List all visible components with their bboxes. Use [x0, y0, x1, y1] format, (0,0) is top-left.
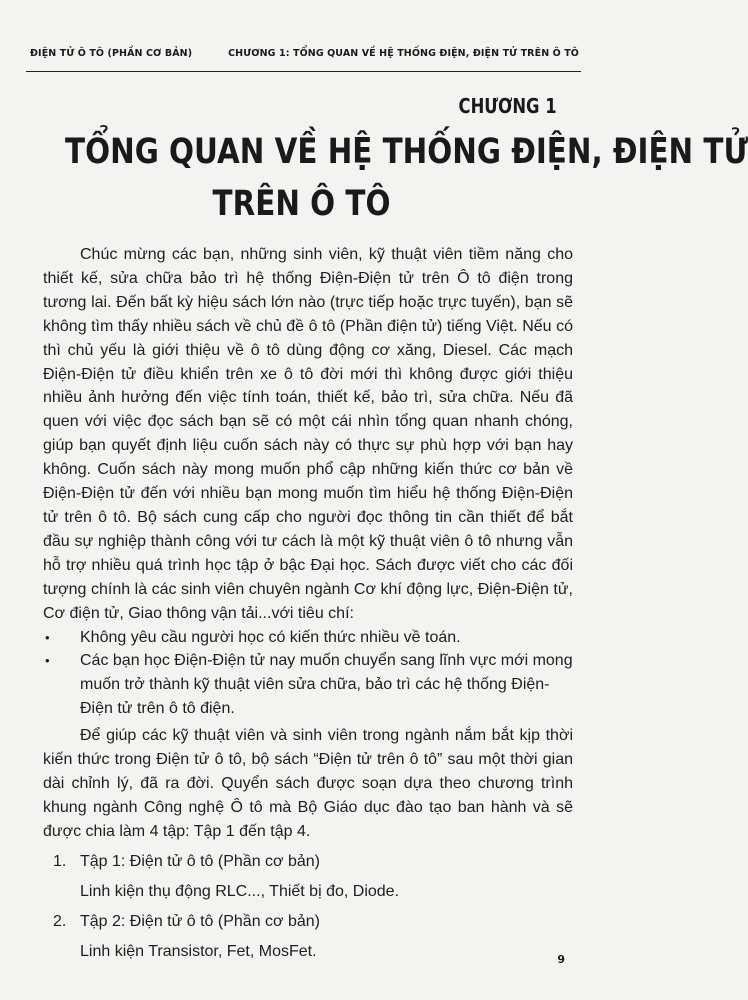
- paragraph-intro: Chúc mừng các bạn, những sinh viên, kỹ thuật viên tiềm năng cho thiết kế, sửa chữa bảo trì hệ thống Điện-Điện tử trên Ô tô điện trong tương lai. Đến bất kỳ hiệu sách lớn nào (trực tiếp hoặc trực tuyến), bạn sẽ không tìm thấy nhiều sách về chủ đề ô tô (Phần điện tử) tiếng Việt. Nếu có thì chủ yếu là giới thiệu về ô tô dùng động cơ xăng, Diesel. Các mạch Điện-Điện tử điều khiển trên xe ô tô đời mới thì không được giới thiệu nhiều ảnh hưởng đến việc tính toán, thiết kế, bảo trì, sửa chữa. Nếu đã quen với việc đọc sách bạn sẽ có một cái nhìn tổng quan nhanh chóng, giúp bạn quyết định liệu cuốn sách này có thực sự phù hợp với bạn hay không. Cuốn sách này mong muốn phổ cập những kiến thức cơ bản về Điện-Điện tử đến với nhiều bạn mong muốn tìm hiểu hệ thống Điện-Điện tử trên ô tô. Bộ sách cung cấp cho người đọc thông tin cần thiết để bắt đầu sự nghiệp thành công với tư cách là một kỹ thuật viên ô tô nhưng vẫn hỗ trợ nhiều quá trình học tập ở bậc Đại học. Sách được viết cho các đối tượng chính là các sinh viên chuyên ngành Cơ khí động lực, Điện-Điện tử, Cơ điện tử, Giao thông vận tải...với tiêu chí:: [43, 246, 573, 622]
- volume-number: 2.: [53, 912, 67, 930]
- header-chapter-title: CHƯƠNG 1: TỔNG QUAN VỀ HỆ THỐNG ĐIỆN, ĐIỆN TỬ TRÊN Ô TÔ: [228, 48, 579, 59]
- list-item-text: Các bạn học Điện-Điện tử nay muốn chuyển sang lĩnh vực mới mong muốn trở thành kỹ thuật viên sửa chữa, bảo trì các hệ thống Điện-Điện tử trên ô tô điện.: [80, 652, 573, 718]
- bullet-icon: •: [45, 653, 50, 669]
- bullet-icon: •: [45, 629, 50, 645]
- page-number: 9: [557, 953, 565, 966]
- volume-number: 1.: [53, 852, 67, 870]
- header-divider: [26, 71, 581, 72]
- list-item-text: Không yêu cầu người học có kiến thức nhiều về toán.: [80, 628, 461, 646]
- chapter-title-line-2: TRÊN Ô TÔ: [212, 184, 391, 224]
- body-text: [43, 243, 573, 967]
- list-item: [43, 626, 573, 650]
- running-header: [28, 48, 579, 64]
- list-item: [43, 907, 573, 967]
- chapter-label: CHƯƠNG 1: [458, 94, 557, 118]
- volume-title: Tập 2: Điện tử ô tô (Phần cơ bản): [80, 912, 320, 930]
- volume-title: Tập 1: Điện tử ô tô (Phần cơ bản): [80, 852, 320, 870]
- list-item: [43, 649, 573, 721]
- paragraph-series: Để giúp các kỹ thuật viên và sinh viên trong ngành nắm bắt kịp thời kiến thức trong Điện tử ô tô, bộ sách “Điện tử trên ô tô” sau một thời gian dài chỉnh lý, đã ra đời. Quyển sách được soạn dựa theo chương trình khung ngành Công nghệ Ô tô mà Bộ Giáo dục đào tạo ban hành và sẽ được chia làm 4 tập: Tập 1 đến tập 4.: [43, 727, 573, 840]
- header-book-title: ĐIỆN TỬ Ô TÔ (PHẦN CƠ BẢN): [30, 48, 193, 59]
- chapter-title: [65, 126, 748, 230]
- volume-list: [43, 847, 573, 967]
- list-item: [43, 847, 573, 907]
- criteria-list: [43, 626, 573, 722]
- volume-content: Linh kiện thụ động RLC..., Thiết bị đo, Diode.: [80, 882, 400, 900]
- volume-content: Linh kiện Transistor, Fet, MosFet.: [80, 942, 317, 960]
- chapter-title-line-1: TỔNG QUAN VỀ HỆ THỐNG ĐIỆN, ĐIỆN TỬ: [65, 132, 748, 172]
